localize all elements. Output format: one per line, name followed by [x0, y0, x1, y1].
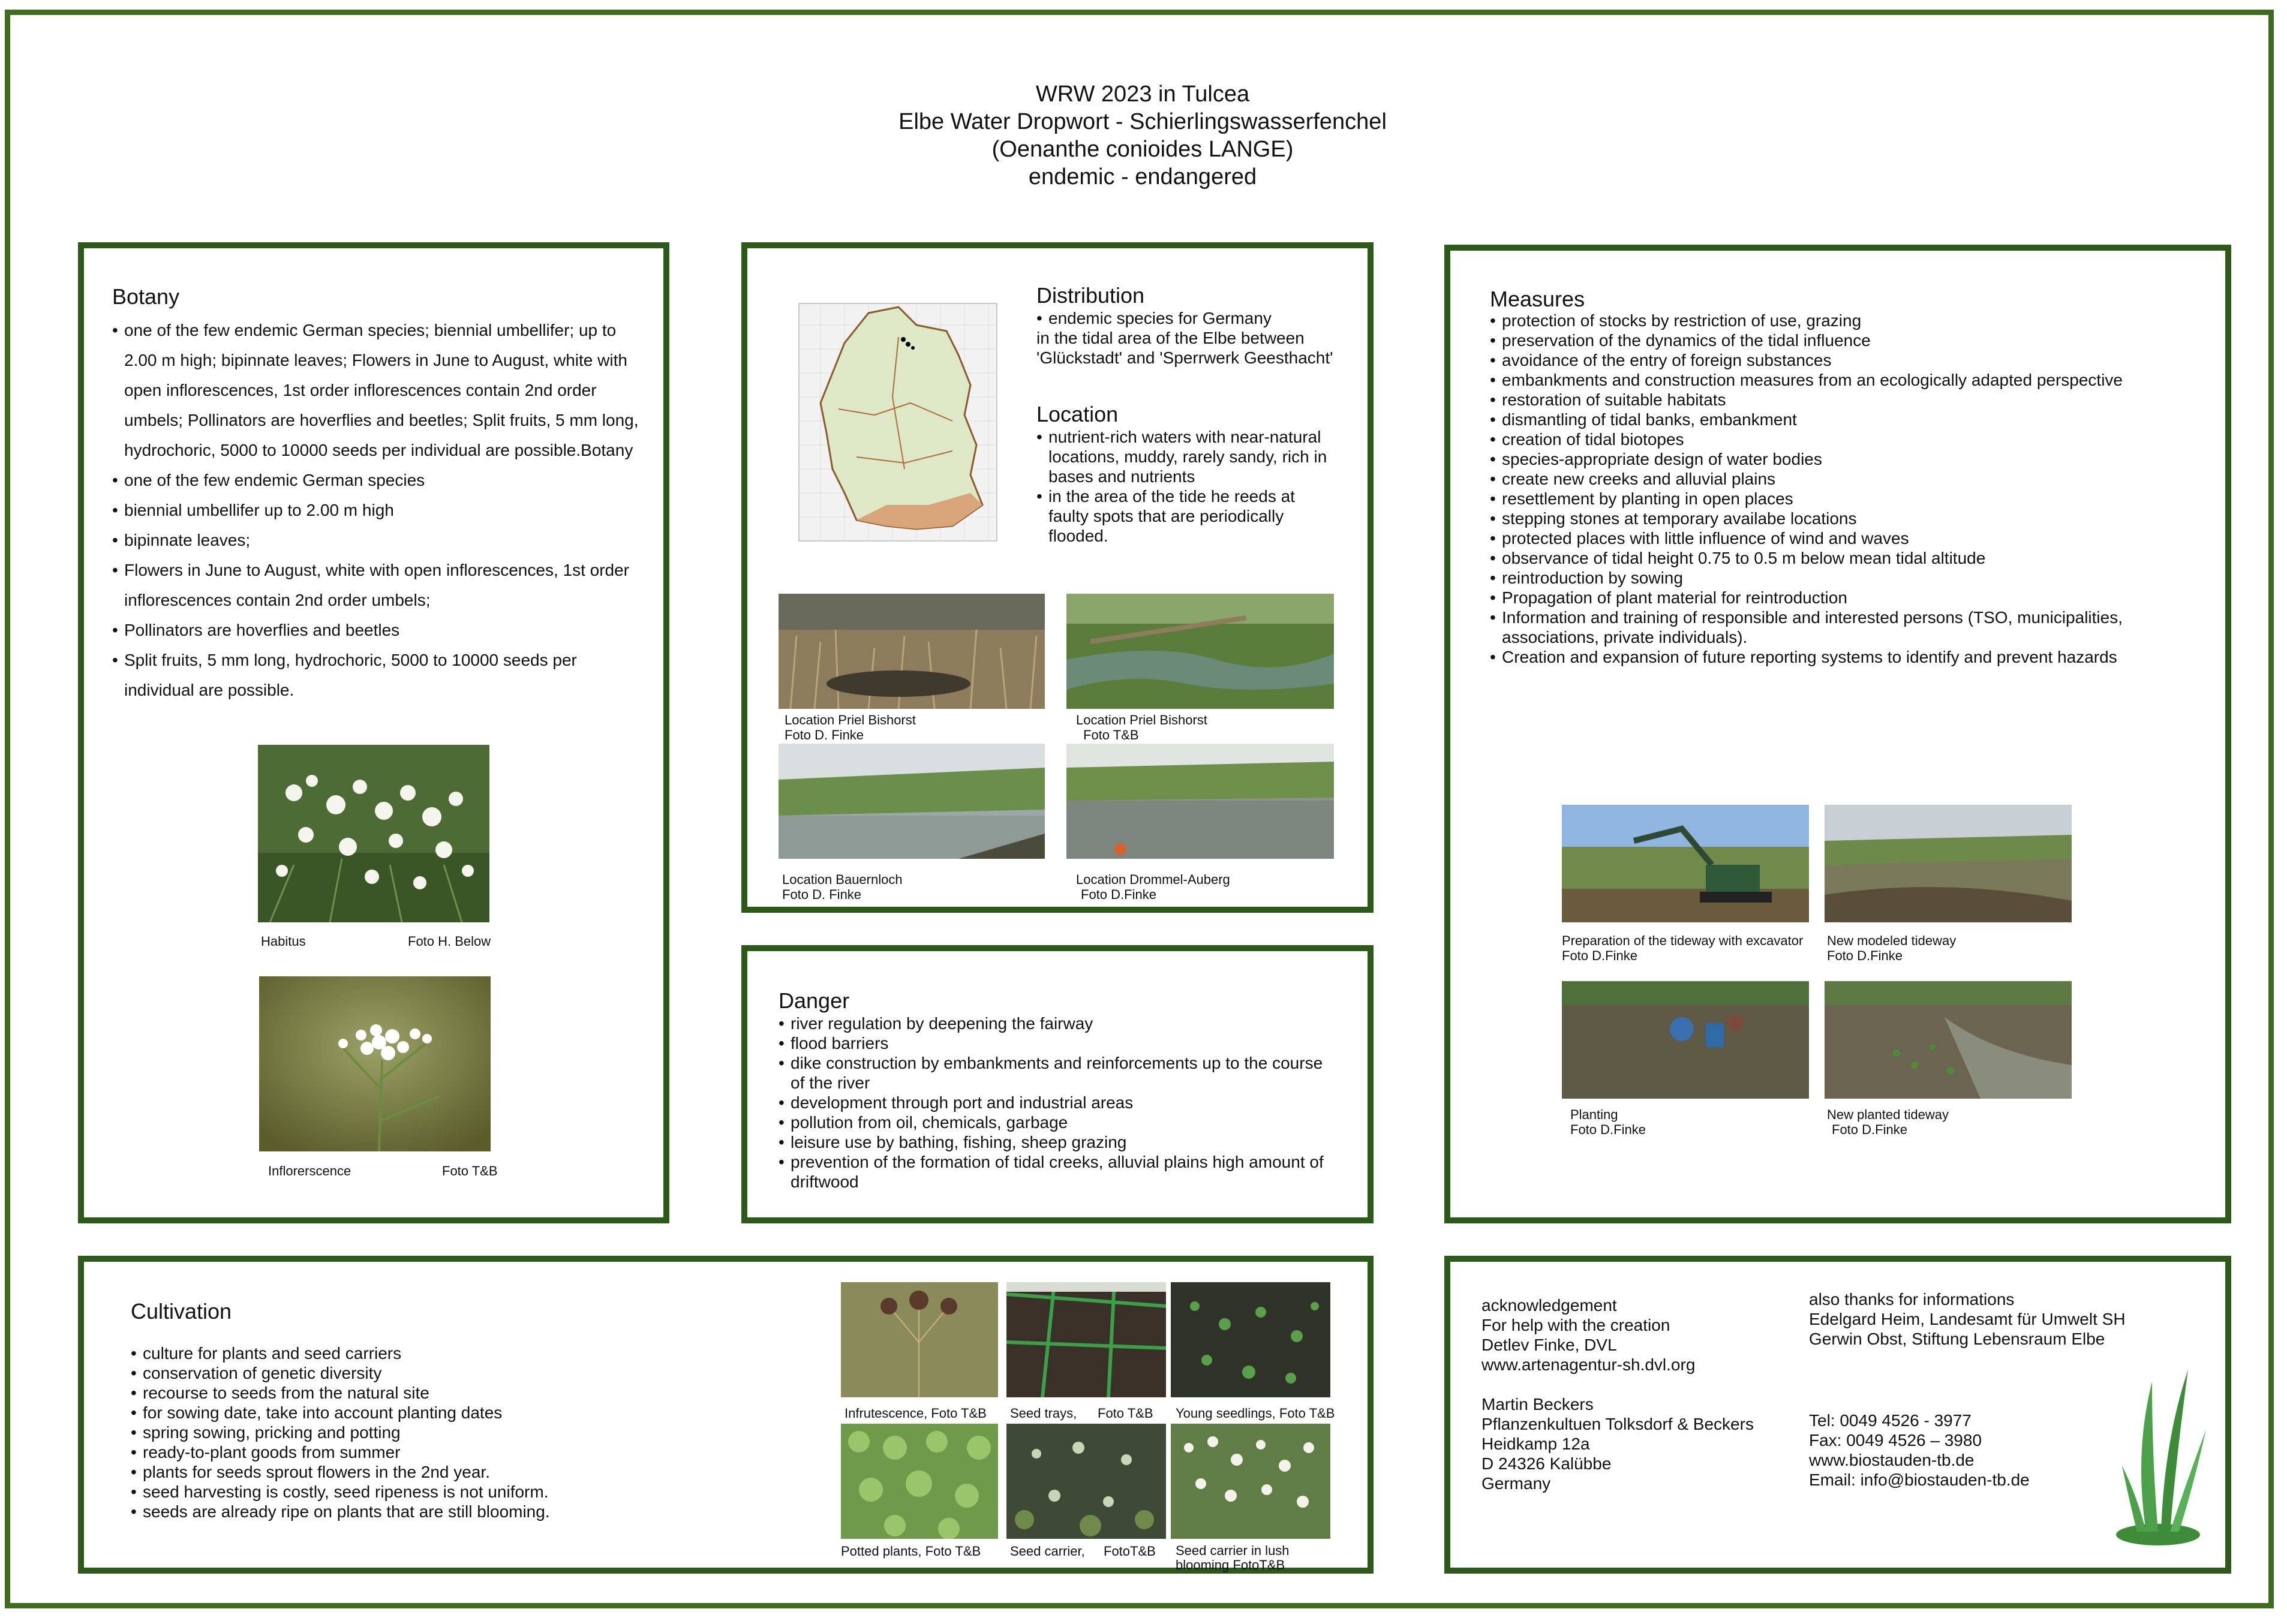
- ack-line: For help with the creation: [1481, 1316, 1670, 1334]
- danger-item: • development through port and industrial areas: [779, 1093, 1330, 1112]
- botany-item: • Pollinators are hoverflies and beetles: [112, 615, 640, 645]
- modeled-tideway-caption-2: Foto D.Finke: [1827, 948, 1903, 963]
- measures-item: • protection of stocks by restriction of use, grazing: [1490, 311, 2126, 330]
- planting-photo: [1562, 981, 1809, 1099]
- ack-line: [1481, 1375, 1754, 1394]
- distribution-heading: Distribution: [1036, 283, 1145, 308]
- location-item: • nutrient-rich waters with near-natural locations, muddy, rarely sandy, rich in bases and nutrients: [1036, 427, 1336, 486]
- contact-fax: Fax: 0049 4526 – 3980: [1809, 1431, 1982, 1449]
- seed-trays-caption-left: Seed trays,: [1010, 1406, 1077, 1421]
- inflorescence-photo: [259, 976, 491, 1151]
- grass-logo-icon: [2110, 1358, 2218, 1550]
- planted-tideway-caption-1: New planted tideway: [1827, 1107, 1949, 1122]
- cultivation-item: • for sowing date, take into account planting dates: [131, 1403, 821, 1422]
- bauernloch-caption-2: Foto D. Finke: [782, 887, 862, 902]
- botany-item: • one of the few endemic German species: [112, 465, 640, 495]
- location-heading: Location: [1036, 402, 1119, 426]
- thanks-line: also thanks for informations: [1809, 1290, 2015, 1309]
- ack-line: Pflanzenkultuen Tolksdorf & Beckers: [1481, 1415, 1754, 1433]
- location-list: [1036, 427, 1336, 546]
- danger-item: • river regulation by deepening the fairway: [779, 1014, 1330, 1033]
- botany-item: • bipinnate leaves;: [112, 525, 640, 555]
- drommel-caption-1: Location Drommel-Auberg: [1076, 872, 1230, 887]
- measures-item: • species-appropriate design of water bodies: [1490, 449, 2126, 469]
- measures-item: • create new creeks and alluvial plains: [1490, 469, 2126, 489]
- location-photo-bauernloch: [779, 744, 1045, 859]
- botany-list: [112, 315, 640, 705]
- cultivation-heading: Cultivation: [131, 1299, 232, 1324]
- measures-item: • avoidance of the entry of foreign substances: [1490, 350, 2126, 370]
- planted-tideway-photo: [1825, 981, 2072, 1099]
- seed-carrier-blooming-photo: [1171, 1424, 1330, 1539]
- poster-title: [780, 80, 1505, 191]
- ack-line: Detlev Finke, DVL: [1481, 1336, 1617, 1354]
- inflorescence-caption-right: Foto T&B: [442, 1163, 498, 1178]
- danger-list: [779, 1014, 1330, 1192]
- seed-trays-photo: [1006, 1282, 1166, 1397]
- measures-item: • reintroduction by sowing: [1490, 568, 2126, 588]
- danger-item: • flood barriers: [779, 1033, 1330, 1053]
- ack-line: Germany: [1481, 1474, 1551, 1493]
- thanks-line: Edelgard Heim, Landesamt für Umwelt SH: [1809, 1310, 2126, 1328]
- contact-email: Email: info@biostauden-tb.de: [1809, 1470, 2030, 1489]
- modeled-tideway-caption-1: New modeled tideway: [1827, 933, 1957, 948]
- botany-item: • Flowers in June to August, white with open inflorescences, 1st order inflorescences contain 2nd order umbels;: [112, 555, 640, 615]
- distribution-item: • endemic species for Germany: [1036, 308, 1272, 328]
- measures-item: • restoration of suitable habitats: [1490, 390, 2126, 410]
- measures-item: • Information and training of responsible and interested persons (TSO, municipalities, associations, private individuals).: [1490, 608, 2126, 647]
- contact-phone: Tel: 0049 4526 - 3977: [1809, 1411, 1972, 1430]
- botany-heading: Botany: [112, 284, 180, 309]
- danger-panel: [741, 945, 1374, 1223]
- distribution-panel: [741, 242, 1374, 913]
- bishorst-2-caption-1: Location Priel Bishorst: [1076, 712, 1207, 727]
- excavator-caption-2: Foto D.Finke: [1562, 948, 1637, 963]
- distribution-text: in the tidal area of the Elbe between 'Glückstadt' and 'Sperrwerk Geesthacht': [1036, 329, 1333, 367]
- contact-website: www.biostauden-tb.de: [1809, 1451, 1975, 1469]
- excavator-photo: [1562, 805, 1809, 922]
- bishorst-1-caption-2: Foto D. Finke: [785, 727, 864, 742]
- danger-item: • leisure use by bathing, fishing, sheep grazing: [779, 1132, 1330, 1152]
- contact-block: [1809, 1411, 2030, 1490]
- measures-list: [1490, 311, 2126, 667]
- measures-item: • Creation and expansion of future reporting systems to identify and prevent hazards: [1490, 647, 2126, 667]
- ack-line: Martin Beckers: [1481, 1395, 1594, 1414]
- ack-line: Heidkamp 12a: [1481, 1434, 1590, 1453]
- young-seedlings-photo: [1171, 1282, 1330, 1397]
- ack-line: D 24326 Kalübbe: [1481, 1454, 1612, 1473]
- measures-panel: [1444, 245, 2231, 1223]
- danger-item: • dike construction by embankments and reinforcements up to the course of the river: [779, 1053, 1330, 1093]
- location-photo-drommel: [1066, 744, 1334, 859]
- ack-line: www.artenagentur-sh.dvl.org: [1481, 1355, 1696, 1374]
- cultivation-panel: [78, 1256, 1374, 1574]
- distribution-list: [1036, 308, 1272, 328]
- danger-item: • pollution from oil, chemicals, garbage: [779, 1112, 1330, 1132]
- title-line-2: Elbe Water Dropwort - Schierlingswasserfenchel: [898, 109, 1387, 134]
- measures-item: • creation of tidal biotopes: [1490, 429, 2126, 449]
- ack-line: acknowledgement: [1481, 1296, 1617, 1315]
- location-photo-bishorst-2: [1066, 594, 1334, 709]
- bauernloch-caption-1: Location Bauernloch: [782, 872, 903, 887]
- measures-item: • observance of tidal height 0.75 to 0.5 m below mean tidal altitude: [1490, 548, 2126, 568]
- germany-distribution-map: [797, 289, 1004, 557]
- planting-caption-2: Foto D.Finke: [1570, 1122, 1646, 1137]
- cultivation-item: • seeds are already ripe on plants that are still blooming.: [131, 1502, 821, 1521]
- title-line-1: WRW 2023 in Tulcea: [1035, 82, 1250, 107]
- cultivation-item: • seed harvesting is costly, seed ripeness is not uniform.: [131, 1482, 821, 1502]
- potted-plants-photo: [841, 1424, 998, 1539]
- danger-item: • prevention of the formation of tidal creeks, alluvial plains high amount of driftwood: [779, 1152, 1330, 1192]
- measures-item: • embankments and construction measures from an ecologically adapted perspective: [1490, 370, 2126, 390]
- danger-heading: Danger: [779, 988, 850, 1013]
- seed-carrier-photo: [1006, 1424, 1166, 1539]
- cultivation-item: • spring sowing, pricking and potting: [131, 1422, 821, 1442]
- title-line-3: (Oenanthe conioides LANGE): [991, 137, 1294, 162]
- measures-item: • stepping stones at temporary availabe locations: [1490, 509, 2126, 528]
- infrutescence-photo: [841, 1282, 998, 1397]
- potted-plants-caption: Potted plants, Foto T&B: [841, 1544, 981, 1559]
- inflorescence-caption-left: Inflorerscence: [268, 1163, 351, 1178]
- seed-trays-caption-right: Foto T&B: [1098, 1406, 1153, 1421]
- infrutescence-caption: Infrutescence, Foto T&B: [845, 1406, 987, 1421]
- location-photo-bishorst-1: [779, 594, 1045, 709]
- cultivation-item: • plants for seeds sprout flowers in the 2nd year.: [131, 1462, 821, 1482]
- acknowledgement-left: [1481, 1295, 1754, 1493]
- location-item: • in the area of the tide he reeds at faulty spots that are periodically flooded.: [1036, 486, 1336, 546]
- measures-item: • resettlement by planting in open places: [1490, 489, 2126, 509]
- seed-carrier-blooming-caption: Seed carrier in lush blooming FotoT&B: [1176, 1543, 1290, 1572]
- habitus-caption-right: Foto H. Below: [408, 934, 491, 949]
- seed-carrier-caption-right: FotoT&B: [1104, 1544, 1156, 1559]
- seed-carrier-caption-left: Seed carrier,: [1010, 1544, 1085, 1559]
- measures-item: • preservation of the dynamics of the tidal influence: [1490, 330, 2126, 350]
- measures-heading: Measures: [1490, 287, 1585, 311]
- botany-item: • biennial umbellifer up to 2.00 m high: [112, 495, 640, 525]
- acknowledgement-panel: [1444, 1256, 2231, 1574]
- modeled-tideway-photo: [1825, 805, 2072, 922]
- cultivation-item: • recourse to seeds from the natural site: [131, 1383, 821, 1403]
- botany-item: • Split fruits, 5 mm long, hydrochoric, 5000 to 10000 seeds per individual are possible.: [112, 645, 640, 705]
- cultivation-item: • conservation of genetic diversity: [131, 1363, 821, 1383]
- excavator-caption-1: Preparation of the tideway with excavator: [1562, 933, 1804, 948]
- cultivation-item: • ready-to-plant goods from summer: [131, 1442, 821, 1462]
- measures-item: • Propagation of plant material for reintroduction: [1490, 588, 2126, 608]
- thanks-line: Gerwin Obst, Stiftung Lebensraum Elbe: [1809, 1330, 2105, 1348]
- young-seedlings-caption: Young seedlings, Foto T&B: [1176, 1406, 1335, 1421]
- cultivation-item: • culture for plants and seed carriers: [131, 1343, 821, 1363]
- botany-panel: [78, 242, 669, 1223]
- measures-item: • protected places with little influence of wind and waves: [1490, 528, 2126, 548]
- title-line-4: endemic - endangered: [1028, 164, 1257, 190]
- bishorst-2-caption-2: Foto T&B: [1083, 727, 1139, 742]
- botany-item: • one of the few endemic German species; biennial umbellifer; up to 2.00 m high; bipinnate leaves; Flowers in June to August, white with open inflorescences, 1st order inflorescences contain 2nd order umbels; Pollinators are hoverflies and beetles; Split fruits, 5 mm long, hydrochoric, 5000 to 10000 seeds per individual are possible.Botany: [112, 315, 640, 465]
- bishorst-1-caption-1: Location Priel Bishorst: [785, 712, 916, 727]
- acknowledgement-right: [1809, 1289, 2126, 1349]
- planted-tideway-caption-2: Foto D.Finke: [1832, 1122, 1907, 1137]
- habitus-caption-left: Habitus: [261, 934, 306, 949]
- measures-item: • dismantling of tidal banks, embankment: [1490, 410, 2126, 429]
- drommel-caption-2: Foto D.Finke: [1081, 887, 1156, 902]
- planting-caption-1: Planting: [1570, 1107, 1618, 1122]
- cultivation-list: [131, 1343, 821, 1521]
- habitus-photo: [258, 745, 489, 922]
